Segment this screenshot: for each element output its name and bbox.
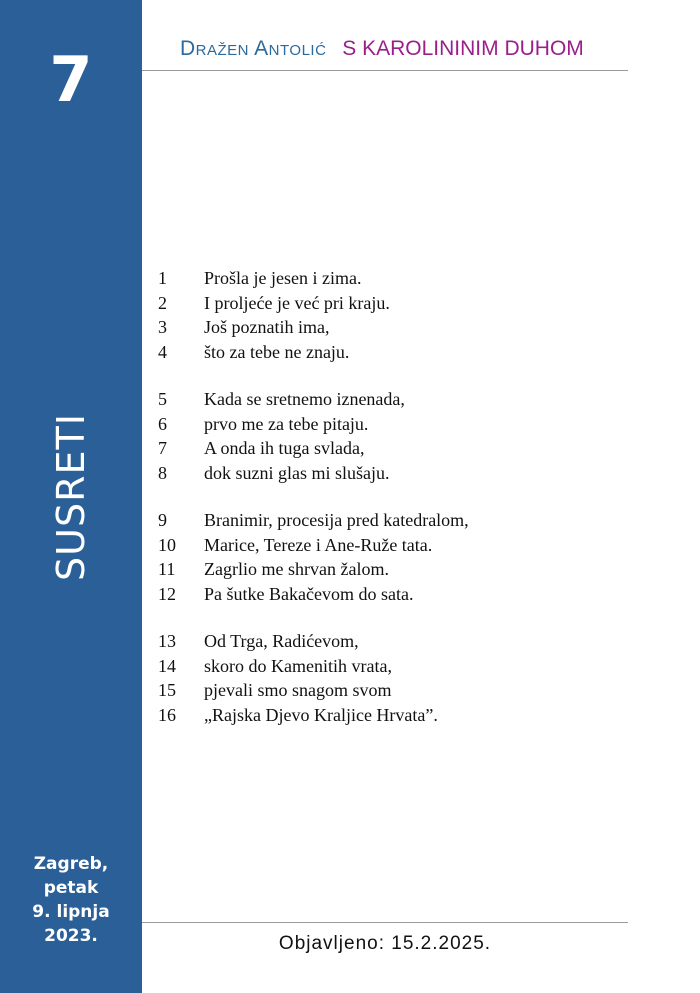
verse-line bbox=[158, 436, 598, 461]
verse-number: 6 bbox=[158, 413, 167, 434]
verse-number: 11 bbox=[158, 559, 176, 579]
verse-number: 3 bbox=[158, 317, 167, 337]
verse-text: Od Trga, Radićevom, bbox=[204, 631, 359, 651]
verse-line bbox=[158, 412, 598, 437]
verse-text: pjevali smo snagom svom bbox=[204, 680, 392, 700]
verse-number: 4 bbox=[158, 341, 167, 362]
verse-line bbox=[158, 533, 598, 558]
verse-number: 1 bbox=[158, 268, 167, 288]
verse-line bbox=[158, 291, 598, 316]
place-date-line: Zagreb, bbox=[33, 854, 109, 874]
footer-divider bbox=[142, 922, 628, 923]
verse-number: 7 bbox=[158, 438, 167, 458]
verse-number: 16 bbox=[158, 704, 176, 725]
verse-number: 8 bbox=[158, 462, 167, 483]
verse-text: što za tebe ne znaju. bbox=[204, 341, 350, 362]
verse-number: 5 bbox=[158, 389, 167, 409]
verse-line bbox=[158, 582, 598, 607]
verse-text: Branimir, procesija pred katedralom, bbox=[204, 510, 469, 530]
verse-line bbox=[158, 508, 598, 533]
verse-number: 9 bbox=[158, 510, 167, 530]
verse-line bbox=[158, 387, 598, 412]
verse-text: Zagrlio me shrvan žalom. bbox=[204, 559, 389, 579]
stanza bbox=[158, 387, 598, 485]
verse-text: skoro do Kamenitih vrata, bbox=[204, 655, 392, 676]
poem bbox=[158, 266, 598, 750]
verse-number: 14 bbox=[158, 655, 176, 676]
verse-line bbox=[158, 703, 598, 728]
verse-text: I proljeće je već pri kraju. bbox=[204, 292, 390, 313]
author-name: Dražen Antolić bbox=[180, 37, 327, 60]
verse-number: 13 bbox=[158, 631, 176, 651]
verse-number: 10 bbox=[158, 534, 176, 555]
verse-number: 12 bbox=[158, 583, 176, 604]
stanza bbox=[158, 508, 598, 606]
verse-text: „Rajska Djevo Kraljice Hrvata”. bbox=[204, 704, 438, 725]
published-date: Objavljeno: 15.2.2025. bbox=[278, 933, 492, 954]
place-date-line: 2023. bbox=[44, 926, 98, 946]
verse-text: dok suzni glas mi slušaju. bbox=[204, 462, 390, 483]
verse-number: 2 bbox=[158, 292, 167, 313]
verse-text: Prošla je jesen i zima. bbox=[204, 268, 362, 288]
verse-line bbox=[158, 315, 598, 340]
section-title: SUSRETI bbox=[49, 413, 93, 581]
verse-number: 15 bbox=[158, 680, 176, 700]
page-number: 7 bbox=[49, 43, 93, 116]
verse-text: prvo me za tebe pitaju. bbox=[204, 413, 369, 434]
page-header bbox=[180, 37, 584, 61]
verse-line bbox=[158, 266, 598, 291]
verse-text: Marice, Tereze i Ane-Ruže tata. bbox=[204, 534, 433, 555]
stanza bbox=[158, 629, 598, 727]
place-date bbox=[0, 852, 142, 948]
verse-line bbox=[158, 340, 598, 365]
sidebar bbox=[0, 0, 142, 993]
place-date-line: petak bbox=[43, 878, 99, 898]
verse-text: Kada se sretnemo iznenada, bbox=[204, 389, 405, 409]
verse-line bbox=[158, 557, 598, 582]
verse-line bbox=[158, 629, 598, 654]
verse-line bbox=[158, 461, 598, 486]
verse-line bbox=[158, 654, 598, 679]
header-divider bbox=[142, 70, 628, 71]
book-title: S KAROLININIM DUHOM bbox=[342, 37, 584, 60]
verse-text: Pa šutke Bakačevom do sata. bbox=[204, 583, 414, 604]
verse-text: A onda ih tuga svlada, bbox=[204, 438, 365, 458]
stanza bbox=[158, 266, 598, 364]
verse-text: Još poznatih ima, bbox=[204, 317, 330, 337]
verse-line bbox=[158, 678, 598, 703]
place-date-line: 9. lipnja bbox=[32, 902, 110, 922]
